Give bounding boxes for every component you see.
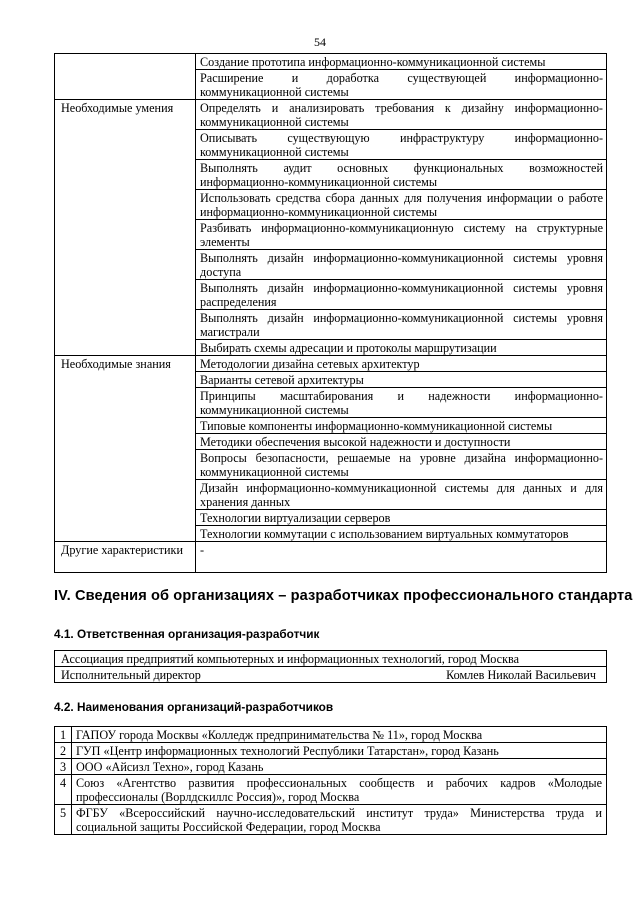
table-cell: Использовать средства сбора данных для получения информации о работе информационно-коммуникационной системы xyxy=(196,190,607,220)
table-cell: Принципы масштабирования и надежности информационно-коммуникационной системы xyxy=(196,388,607,418)
developers-table xyxy=(54,726,607,835)
list-item xyxy=(55,805,607,835)
organization-name: ГАПОУ города Москвы «Колледж предпринимательства № 11», город Москва xyxy=(72,727,607,743)
table-cell: Разбивать информационно-коммуникационную систему на структурные элементы xyxy=(196,220,607,250)
row-label: Необходимые умения xyxy=(55,100,196,356)
table-cell: Выбирать схемы адресации и протоколы маршрутизации xyxy=(196,340,607,356)
table-cell: Дизайн информационно-коммуникационной системы для данных и для хранения данных xyxy=(196,480,607,510)
responsible-org-table xyxy=(54,650,607,683)
row-label: Необходимые знания xyxy=(55,356,196,542)
table-cell: Создание прототипа информационно-коммуникационной системы xyxy=(196,54,607,70)
table-row xyxy=(55,542,607,573)
item-number: 4 xyxy=(55,775,72,805)
table-row xyxy=(55,100,607,130)
responsible-person: Комлев Николай Васильевич xyxy=(446,668,596,682)
item-number: 3 xyxy=(55,759,72,775)
table-cell: Методологии дизайна сетевых архитектур xyxy=(196,356,607,372)
table-cell: Вопросы безопасности, решаемые на уровне дизайна информационно-коммуникационной системы xyxy=(196,450,607,480)
section-title: IV. Сведения об организациях – разработчиках профессионального стандарта xyxy=(54,588,633,604)
list-item xyxy=(55,759,607,775)
table-cell: Выполнять дизайн информационно-коммуникационной системы уровня доступа xyxy=(196,250,607,280)
table-cell: Технологии виртуализации серверов xyxy=(196,510,607,526)
table-row xyxy=(55,54,607,70)
table-cell: Выполнять аудит основных функциональных возможностей информационно-коммуникационной системы xyxy=(196,160,607,190)
table-cell: - xyxy=(196,542,607,573)
row-label: Другие характеристики xyxy=(55,542,196,573)
responsible-person-cell xyxy=(55,667,607,683)
item-number: 2 xyxy=(55,743,72,759)
item-number: 5 xyxy=(55,805,72,835)
table-cell: Расширение и доработка существующей информационно-коммуникационной системы xyxy=(196,70,607,100)
list-item xyxy=(55,775,607,805)
organization-name: Союз «Агентство развития профессиональных сообществ и рабочих кадров «Молодые профессионалы (Ворлдскиллс Россия)», город Москва xyxy=(72,775,607,805)
item-number: 1 xyxy=(55,727,72,743)
table-cell: Варианты сетевой архитектуры xyxy=(196,372,607,388)
skills-table xyxy=(54,53,607,573)
list-item xyxy=(55,743,607,759)
table-cell: Методики обеспечения высокой надежности и доступности xyxy=(196,434,607,450)
table-cell: Выполнять дизайн информационно-коммуникационной системы уровня распределения xyxy=(196,280,607,310)
table-cell: Определять и анализировать требования к дизайну информационно-коммуникационной системы xyxy=(196,100,607,130)
organization-name: ГУП «Центр информационных технологий Республики Татарстан», город Казань xyxy=(72,743,607,759)
table-cell: Выполнять дизайн информационно-коммуникационной системы уровня магистрали xyxy=(196,310,607,340)
row-label xyxy=(55,54,196,100)
organization-name: ООО «Айсизл Техно», город Казань xyxy=(72,759,607,775)
table-cell: Типовые компоненты информационно-коммуникационной системы xyxy=(196,418,607,434)
table-cell: Технологии коммутации с использованием виртуальных коммутаторов xyxy=(196,526,607,542)
organization-name: ФГБУ «Всероссийский научно-исследовательский институт труда» Министерства труда и социальной защиты Российской Федерации, город Москва xyxy=(72,805,607,835)
table-row xyxy=(55,651,607,667)
table-row xyxy=(55,356,607,372)
table-row xyxy=(55,667,607,683)
developers-heading: 4.2. Наименования организаций-разработчиков xyxy=(54,700,334,714)
page-number: 54 xyxy=(314,35,326,49)
responsible-org-heading: 4.1. Ответственная организация-разработчик xyxy=(54,627,320,641)
responsible-org-name: Ассоциация предприятий компьютерных и информационных технологий, город Москва xyxy=(55,651,607,667)
list-item xyxy=(55,727,607,743)
table-cell: Описывать существующую инфраструктуру информационно-коммуникационной системы xyxy=(196,130,607,160)
responsible-position: Исполнительный директор xyxy=(61,668,201,682)
